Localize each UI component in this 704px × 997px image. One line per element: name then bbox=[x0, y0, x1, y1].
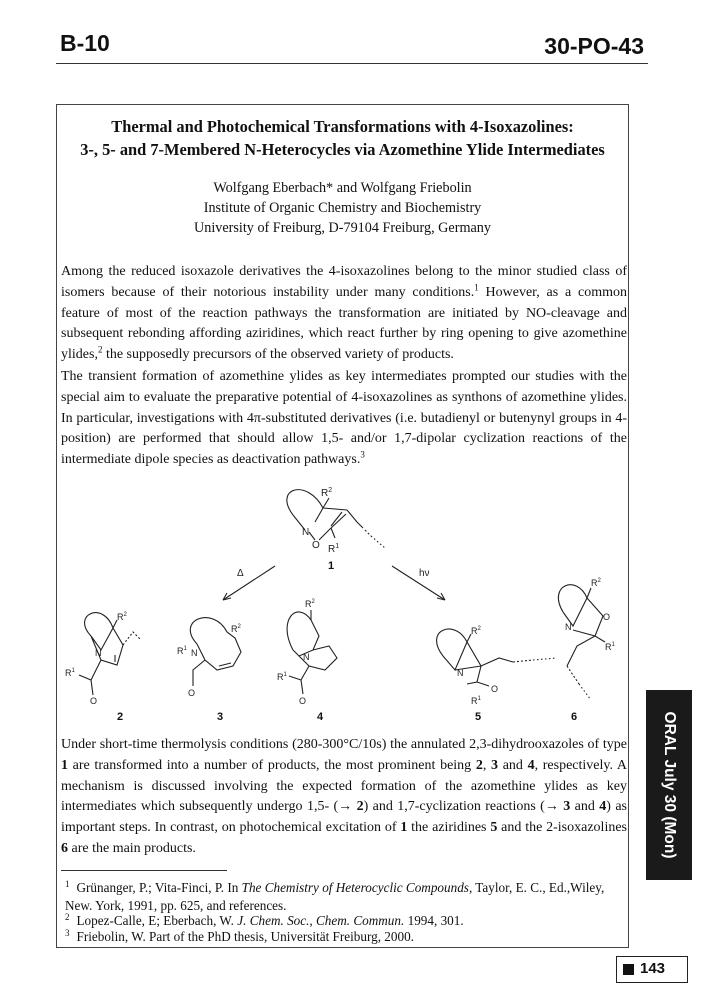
square-icon bbox=[623, 964, 634, 975]
svg-text:R1: $R^1$ bbox=[65, 668, 75, 678]
paper-title-line-1: Thermal and Photochemical Transformations with 4-Isoxazolines: bbox=[111, 117, 574, 136]
paragraph-results: Under short-time thermolysis conditions (280-300°C/10s) the annulated 2,3-dihydrooxazoles of type 1 are transformed into a number of products, the most prominent being 2, 3 and 4, respectively. A mechanism is discussed involving the expected formation of the azomethine ylides as key intermediates which subsequently undergo 1,5- (→ 2) and 1,7-cyclization reactions (→ 3 and 4) as important steps. In contrast, on photochemical excitation of 1 the aziridines 5 and the 2-isoxazolines 6 are the main products. bbox=[61, 737, 627, 856]
author-institute: Institute of Organic Chemistry and Biochemistry bbox=[203, 200, 482, 216]
page-number: 143 bbox=[640, 960, 666, 977]
page-number-box bbox=[616, 956, 688, 983]
paragraph-intro: Among the reduced isoxazole derivatives the 4-isoxazolines belong to the minor studied class of isomers because of their notorious instability under many conditions.$^1$ However, as a common feature of most of the reaction pathways the transformation are initiated by NO-cleavage and subsequent rebonding affording aziridines, which react further by ring opening to give azomethine ylides,$^2$ the supposedly precursors of the observed variety of products. bbox=[61, 264, 628, 363]
compound-1-structure bbox=[287, 487, 385, 555]
paragraph-aim: The transient formation of azomethine ylides as key intermediates prompted our studies with the special aim to evaluate the preparative potential of 4-isoxazolines as synthons of azomethine ylides. In particular, investigations with 4π-substituted derivatives (i.e. butadienyl or butenynyl groups in 4-position) are performed that should allow 1,5- and/or 1,7-dipolar cyclization reactions of the intermediate dipole species as deactivation pathways.$^3$ bbox=[61, 369, 627, 468]
footnote-1: $^1$ Grünanger, P.; Vita-Finci, P. In The Chemistry of Heterocyclic Compounds, Taylor, E. C., Ed.,Wiley, New. York, 1991, pp. 625, and references. bbox=[65, 879, 605, 913]
svg-text:N: N bbox=[303, 652, 310, 662]
compound-label-4: 4 bbox=[317, 711, 324, 723]
svg-text:R1: $R^1$ bbox=[277, 672, 287, 682]
footnote-3: $^3$ Friebolin, W. Part of the PhD thesis, Universität Freiburg, 2000. bbox=[65, 928, 414, 944]
svg-text:O: O bbox=[603, 612, 611, 622]
svg-text:O: O bbox=[491, 684, 499, 694]
compound-label-2: 2 bbox=[117, 711, 124, 723]
label-r1: $R^1$ bbox=[328, 543, 340, 555]
svg-text:R2: $R^2$ bbox=[305, 599, 315, 609]
session-side-tab bbox=[646, 690, 692, 880]
label-r2: $R^2$ bbox=[321, 487, 333, 499]
svg-text:N: N bbox=[565, 622, 572, 632]
thermal-arrow bbox=[223, 566, 275, 600]
svg-text:N: N bbox=[191, 648, 198, 658]
compound-2-structure bbox=[65, 612, 141, 706]
footnote-rule bbox=[61, 870, 227, 871]
atom-o: O bbox=[312, 540, 320, 551]
compound-label-5: 5 bbox=[475, 711, 482, 723]
svg-text:R2: $R^2$ bbox=[231, 624, 241, 634]
photo-arrow-label: hν bbox=[419, 568, 430, 579]
compound-5-structure bbox=[437, 626, 557, 706]
svg-text:R2: $R^2$ bbox=[591, 578, 601, 588]
footnote-2: $^2$ Lopez-Calle, E; Eberbach, W. J. Chem. Soc., Chem. Commun. 1994, 301. bbox=[65, 912, 464, 928]
svg-text:R2: $R^2$ bbox=[471, 626, 481, 636]
paper-title-line-2: 3-, 5- and 7-Membered N-Heterocycles via Azomethine Ylide Intermediates bbox=[80, 140, 605, 159]
svg-text:O: O bbox=[90, 696, 98, 706]
compound-6-structure bbox=[558, 578, 615, 700]
compound-3-structure bbox=[177, 618, 242, 698]
thermal-arrow-label: Δ bbox=[237, 568, 244, 579]
header-rule bbox=[56, 63, 648, 64]
svg-text:R2: $R^2$ bbox=[117, 612, 127, 622]
svg-text:R1: $R^1$ bbox=[471, 696, 481, 706]
compound-label-6: 6 bbox=[571, 711, 578, 723]
svg-text:R1: $R^1$ bbox=[605, 642, 615, 652]
compound-label-3: 3 bbox=[217, 711, 224, 723]
compound-4-structure bbox=[277, 599, 337, 706]
compound-label-1: 1 bbox=[328, 560, 335, 572]
svg-text:N: N bbox=[457, 668, 464, 678]
session-code: B-10 bbox=[60, 30, 110, 56]
author-names: Wolfgang Eberbach* and Wolfgang Friebolin bbox=[213, 180, 472, 196]
paper-code: 30-PO-43 bbox=[544, 33, 644, 59]
svg-text:O: O bbox=[299, 696, 307, 706]
svg-text:O: O bbox=[188, 688, 196, 698]
svg-text:R1: $R^1$ bbox=[177, 646, 187, 656]
abstract-box bbox=[56, 104, 629, 948]
author-address: University of Freiburg, D-79104 Freiburg, Germany bbox=[194, 220, 491, 236]
svg-text:N: N bbox=[95, 648, 102, 658]
side-tab-label: ORAL July 30 (Mon) bbox=[661, 711, 678, 859]
reaction-scheme bbox=[57, 470, 630, 730]
atom-n: N bbox=[302, 527, 310, 538]
